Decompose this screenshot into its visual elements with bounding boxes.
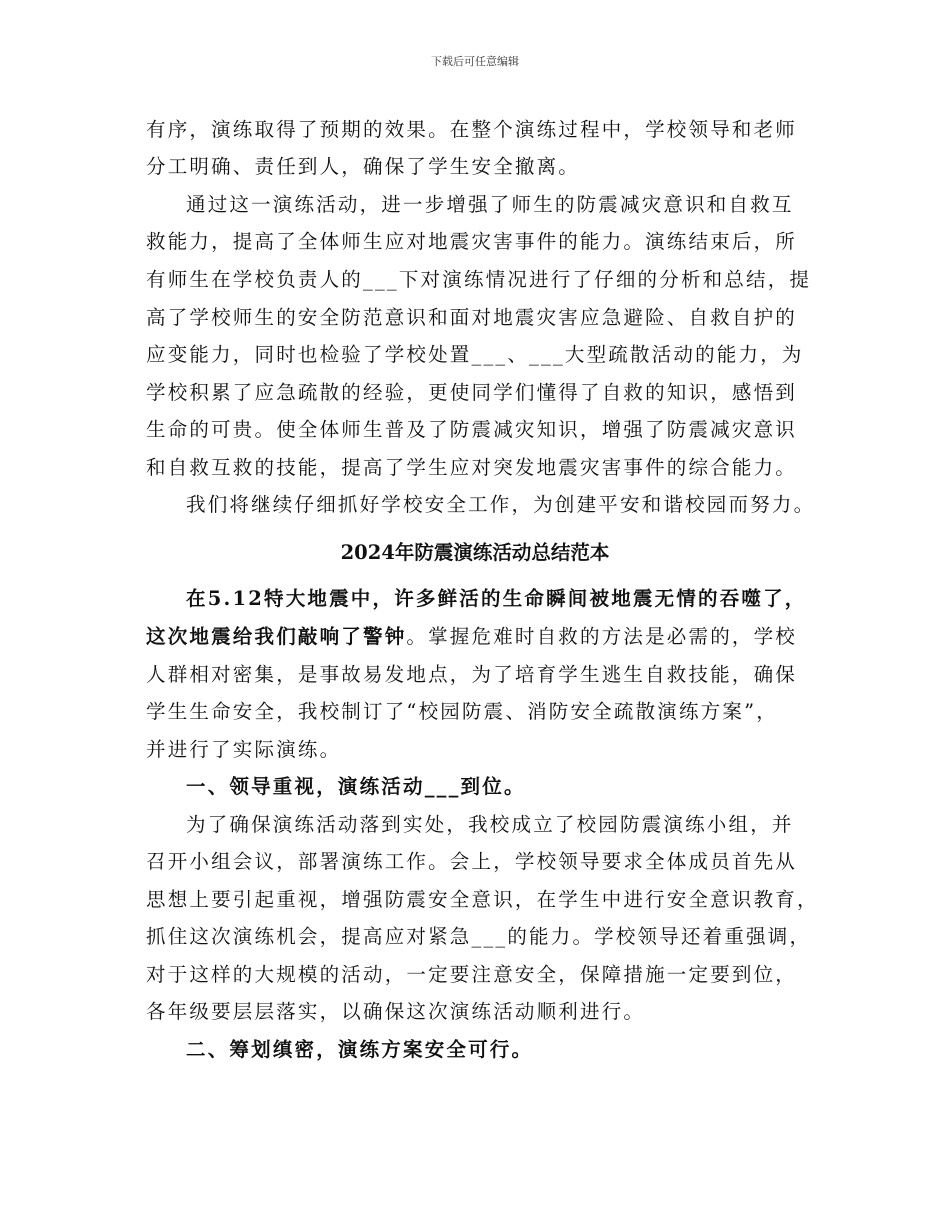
body-line: 分工明确、责任到人，确保了学生安全撤离。 [146, 155, 581, 178]
body-line: 学校积累了应急疏散的经验，更使同学们懂得了自救的知识，感悟到 [146, 381, 798, 404]
body-line: 有序，演练取得了预期的效果。在整个演练过程中，学校领导和老师 [146, 118, 798, 141]
body-line: 并进行了实际演练。 [146, 738, 342, 761]
document-title: 2024年防震演练活动总结范本 [340, 541, 610, 564]
body-line: 和自救互救的技能，提高了学生应对突发地震灾害事件的综合能力。 [146, 456, 798, 479]
body-line: 思想上要引起重视，增强防震安全意识，在学生中进行安全意识教育， [146, 888, 819, 911]
page-header: 下载后可任意编辑 [431, 55, 519, 68]
intro-mixed-line [146, 621, 797, 649]
body-line: 应变能力，同时也检验了学校处置___、___大型疏散活动的能力，为 [146, 343, 804, 366]
body-line: 人群相对密集，是事故易发地点，为了培育学生逃生自救技能，确保 [146, 663, 798, 686]
body-line: 学生生命安全，我校制订了“校园防震、消防安全疏散演练方案”， [146, 700, 778, 723]
body-line: 救能力，提高了全体师生应对地震灾害事件的能力。演练结束后，所 [146, 230, 798, 253]
body-line: 抓住这次演练机会，提高应对紧急___的能力。学校领导还着重强调， [146, 925, 812, 948]
intro-bold-line: 在5.12特大地震中，许多鲜活的生命瞬间被地震无情的吞噬了， [186, 587, 807, 610]
section-heading-2: 二、筹划缜密，演练方案安全可行。 [186, 1038, 534, 1061]
body-line: 召开小组会议，部署演练工作。会上，学校领导要求全体成员首先从 [146, 850, 798, 873]
body-line: 为了确保演练活动落到实处，我校成立了校园防震演练小组，并 [186, 813, 794, 836]
intro-bold-text: 这次地震给我们敲响了警钟 [146, 625, 407, 648]
body-line: 有师生在学校负责人的___下对演练情况进行了仔细的分析和总结，提 [146, 268, 812, 291]
body-line: 高了学校师生的安全防范意识和面对地震灾害应急避险、自救自护的 [146, 306, 798, 329]
body-line: 各年级要层层落实，以确保这次演练活动顺利进行。 [146, 1000, 646, 1023]
body-line: 对于这样的大规模的活动，一定要注意安全，保障措施一定要到位， [146, 963, 798, 986]
section-heading-1: 一、领导重视，演练活动___到位。 [186, 775, 526, 798]
intro-rest-text: 。掌握危难时自救的方法是必需的，学校 [406, 625, 798, 648]
body-line: 通过这一演练活动，进一步增强了师生的防震减灾意识和自救互 [186, 193, 794, 216]
body-line: 生命的可贵。使全体师生普及了防震减灾知识，增强了防震减灾意识 [146, 418, 798, 441]
body-line: 我们将继续仔细抓好学校安全工作，为创建平安和谐校园而努力。 [186, 493, 816, 516]
